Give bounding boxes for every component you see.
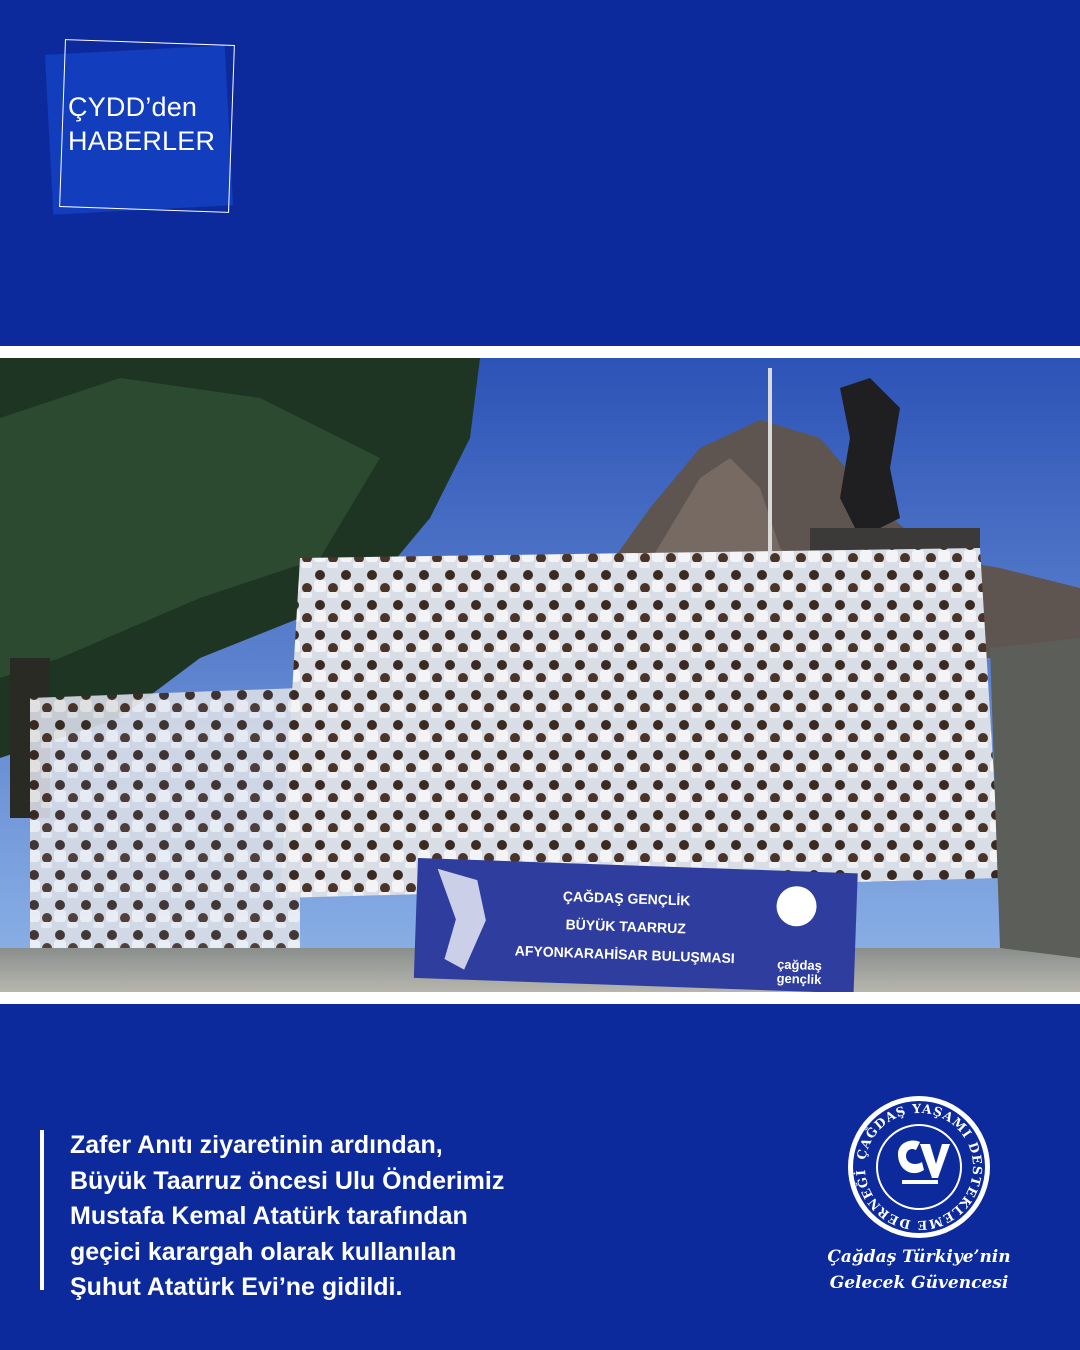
caption-line-1: Zafer Anıtı ziyaretinin ardından, bbox=[70, 1131, 443, 1159]
logo-slogan bbox=[808, 1244, 1030, 1296]
slogan-line-2: Gelecek Güvencesi bbox=[829, 1273, 1009, 1293]
caption-line-4: geçici karargah olarak kullanılan bbox=[70, 1237, 457, 1266]
caption-line-2: Büyük Taarruz öncesi Ulu Önderimiz bbox=[70, 1166, 505, 1195]
victory-monument-statue bbox=[840, 378, 900, 538]
badge-line-1: ÇYDD’den bbox=[68, 92, 198, 122]
crowd-left bbox=[30, 688, 300, 958]
cydd-logo bbox=[846, 1094, 992, 1240]
banner-line-3: AFYONKARAHİSAR BULUŞMASI bbox=[514, 942, 736, 967]
crowd bbox=[280, 548, 1000, 898]
badge-line-2: HABERLER bbox=[68, 126, 216, 156]
caption-line-3: Mustafa Kemal Atatürk tarafından bbox=[70, 1202, 468, 1230]
logo-ring-text: ÇAĞDAŞ YAŞAMI DESTEKLEME DERNEĞİ bbox=[852, 1100, 986, 1234]
group-photo-illustration bbox=[0, 358, 1080, 992]
stone-wall bbox=[990, 638, 1080, 958]
group-photo bbox=[0, 346, 1080, 1004]
slogan-line-1: Çağdaş Türkiye’nin bbox=[827, 1247, 1011, 1267]
quote-bar bbox=[40, 1130, 44, 1290]
news-badge bbox=[46, 38, 238, 214]
news-caption bbox=[70, 1128, 630, 1306]
banner-line-2: BÜYÜK TAARRUZ bbox=[565, 916, 687, 937]
banner-line-1: ÇAĞDAŞ GENÇLİK bbox=[562, 888, 691, 909]
banner-brand-line-2: gençlik bbox=[776, 970, 822, 988]
caption-line-5: Şuhut Atatürk Evi’ne gidildi. bbox=[70, 1273, 403, 1301]
banner-brand-line-1: çağdaş bbox=[776, 956, 823, 974]
group-banner bbox=[414, 858, 858, 992]
logo-underline bbox=[902, 1180, 938, 1184]
badge-title bbox=[68, 90, 215, 158]
